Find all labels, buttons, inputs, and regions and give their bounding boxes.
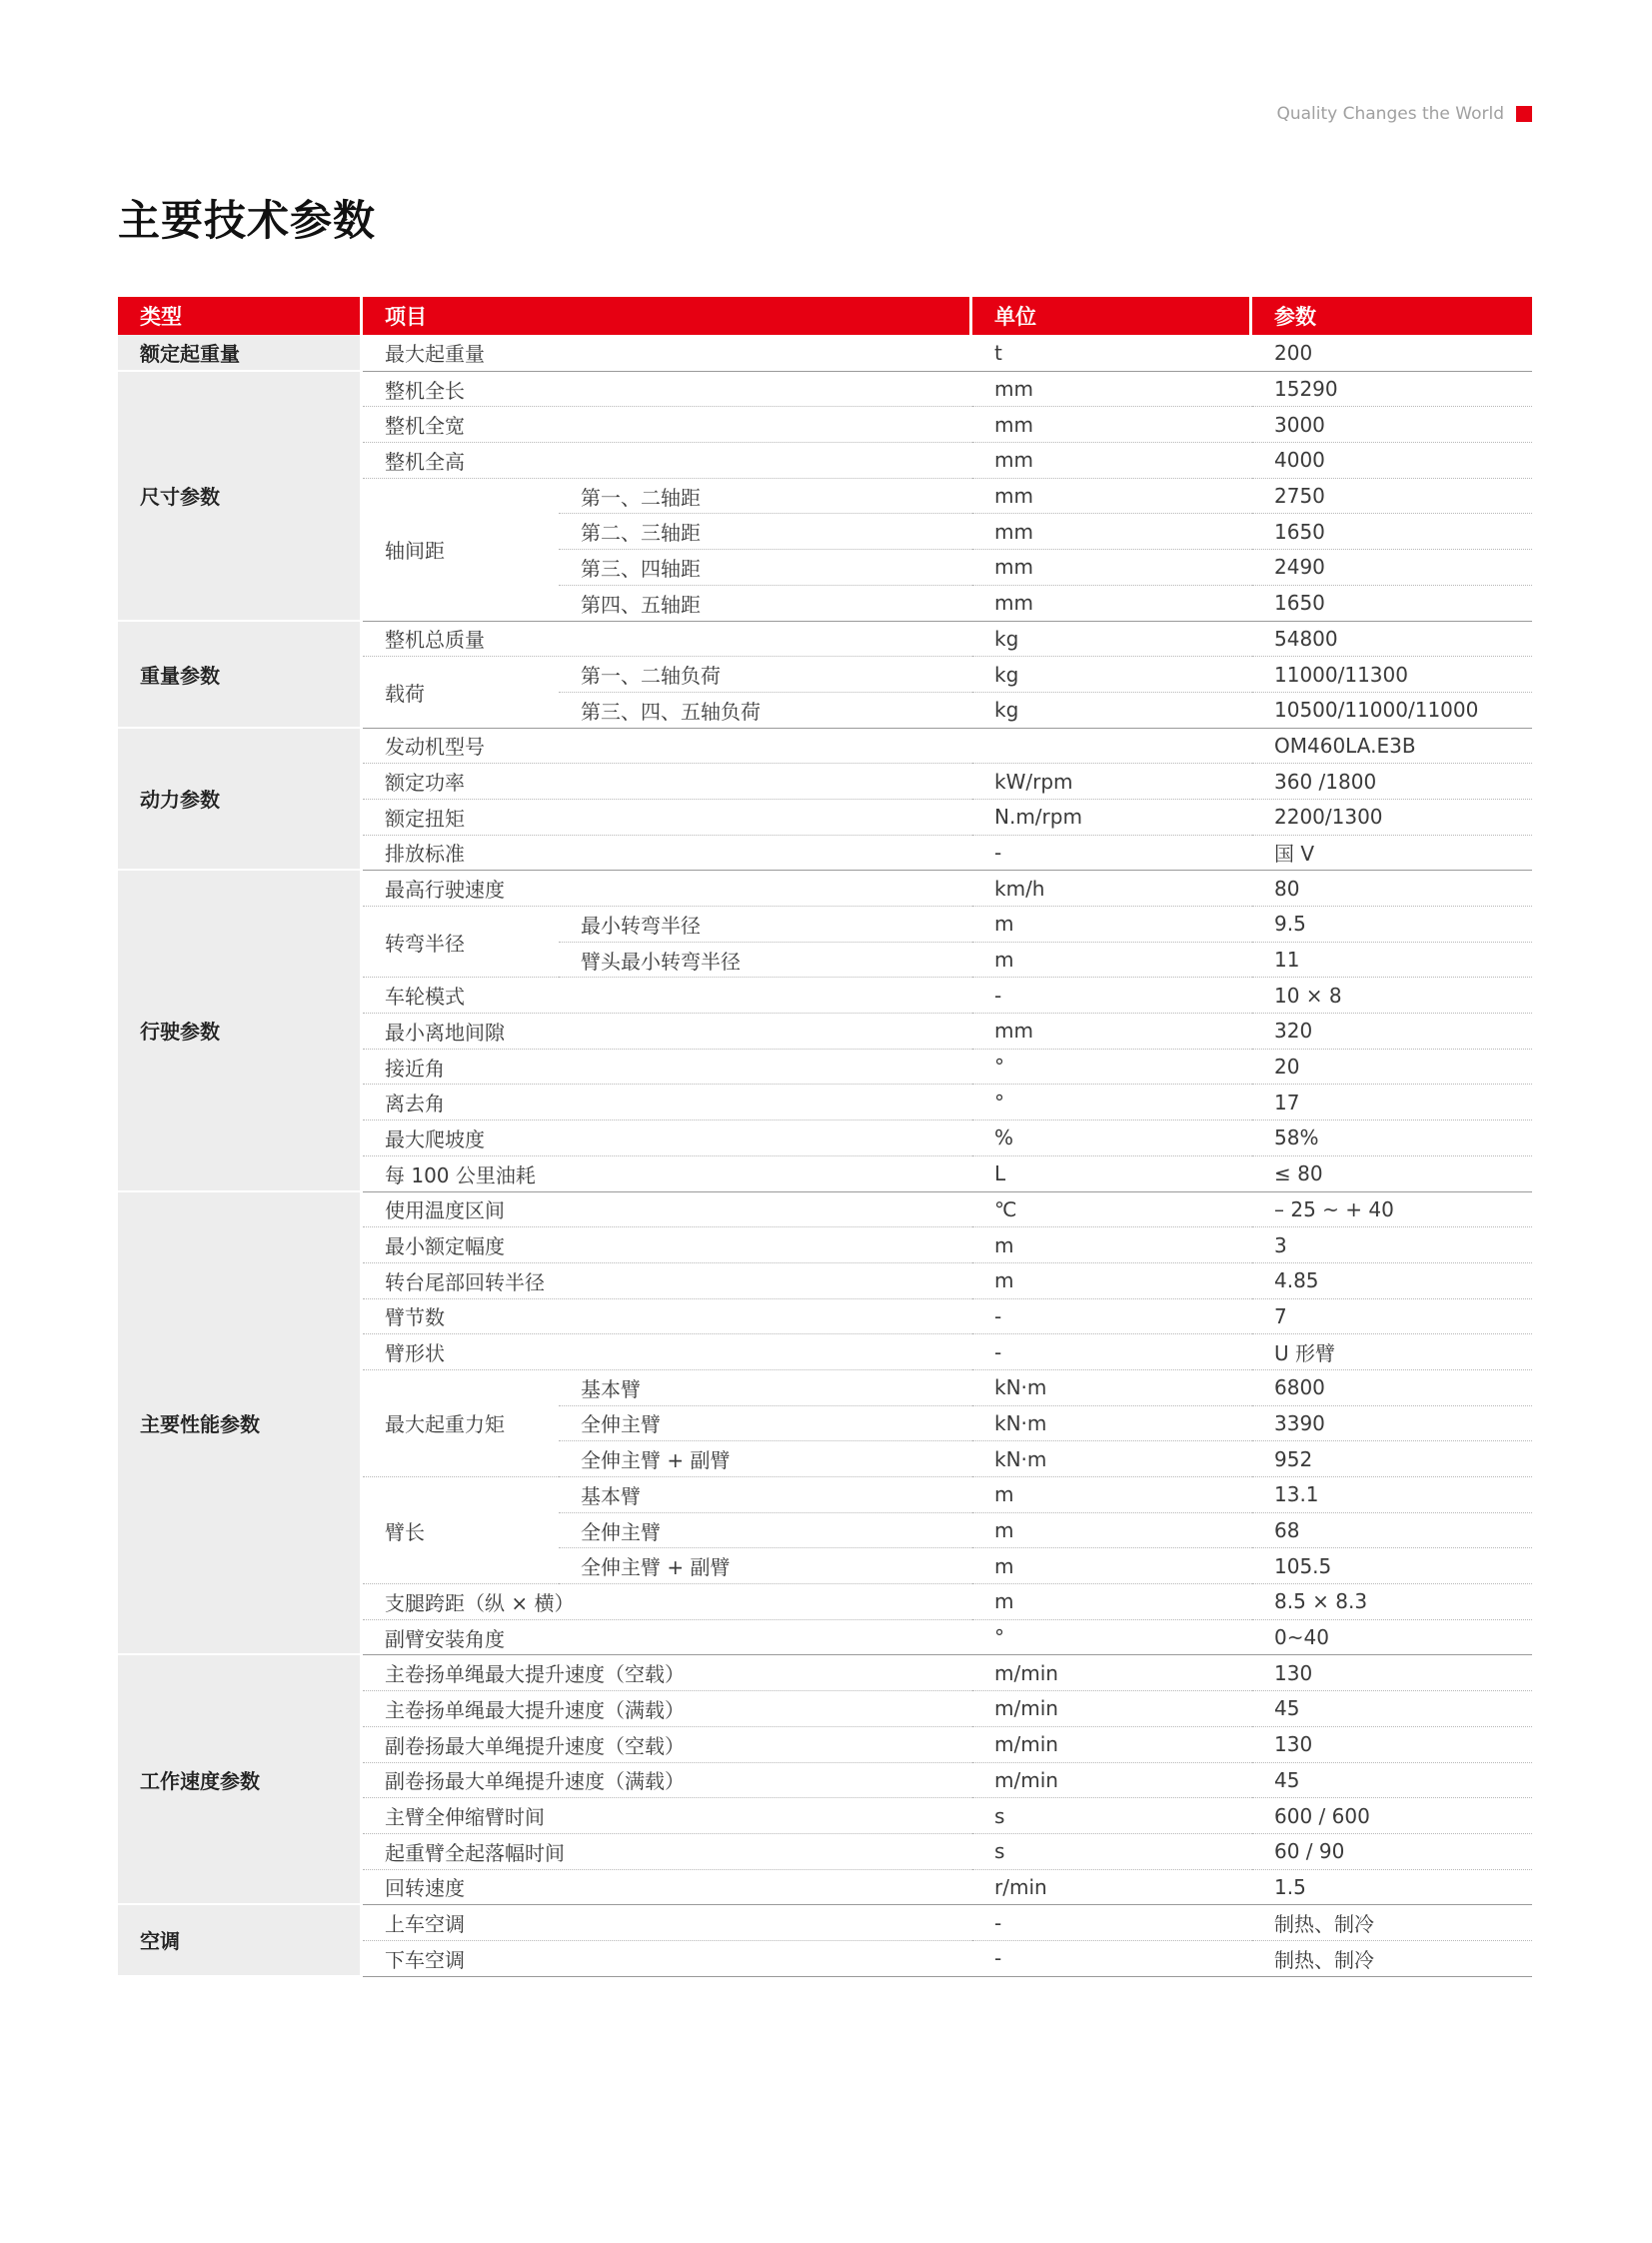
sub-item-cell: 全伸主臂 + 副臂 xyxy=(559,1441,972,1477)
item-cell: 主臂全伸缩臂时间 xyxy=(363,1798,972,1834)
unit-cell: m xyxy=(972,1263,1252,1299)
value-cell: 10500/11000/11000 xyxy=(1252,693,1532,729)
unit-cell: - xyxy=(972,1299,1252,1335)
sub-item-cell: 全伸主臂 + 副臂 xyxy=(559,1548,972,1584)
sub-item-cell: 全伸主臂 xyxy=(559,1406,972,1442)
unit-cell: % xyxy=(972,1121,1252,1156)
unit-cell: mm xyxy=(972,586,1252,622)
spec-table xyxy=(118,297,1532,1977)
value-cell: 国 V xyxy=(1252,836,1532,872)
value-cell: 4.85 xyxy=(1252,1263,1532,1299)
unit-cell: L xyxy=(972,1156,1252,1192)
table-row xyxy=(118,335,1532,372)
value-cell: 130 xyxy=(1252,1655,1532,1691)
item-cell: 离去角 xyxy=(363,1085,972,1121)
value-cell: U 形臂 xyxy=(1252,1334,1532,1370)
category-cell: 额定起重量 xyxy=(118,335,363,372)
value-cell: 1.5 xyxy=(1252,1870,1532,1906)
value-cell: 9.5 xyxy=(1252,907,1532,943)
item-cell: 使用温度区间 xyxy=(363,1192,972,1228)
item-cell: 最小额定幅度 xyxy=(363,1227,972,1263)
unit-cell: m/min xyxy=(972,1727,1252,1763)
sub-item-cell: 基本臂 xyxy=(559,1477,972,1513)
value-cell: 7 xyxy=(1252,1299,1532,1335)
item-cell: 发动机型号 xyxy=(363,729,972,765)
item-cell: 回转速度 xyxy=(363,1870,972,1906)
item-cell: 额定扭矩 xyxy=(363,800,972,836)
table-body xyxy=(118,335,1532,1977)
sub-item-cell: 全伸主臂 xyxy=(559,1513,972,1549)
unit-cell: m xyxy=(972,1227,1252,1263)
item-cell: 接近角 xyxy=(363,1050,972,1086)
value-cell: 11000/11300 xyxy=(1252,657,1532,693)
item-cell: 排放标准 xyxy=(363,836,972,872)
sub-item-cell: 第三、四、五轴负荷 xyxy=(559,693,972,729)
item-cell: 每 100 公里油耗 xyxy=(363,1156,972,1192)
table-row xyxy=(118,871,1532,907)
item-cell: 起重臂全起落幅时间 xyxy=(363,1834,972,1870)
unit-cell: m xyxy=(972,1477,1252,1513)
unit-cell: kN·m xyxy=(972,1406,1252,1442)
table-row xyxy=(118,1655,1532,1691)
item-cell: 整机总质量 xyxy=(363,622,972,658)
sub-item-cell: 基本臂 xyxy=(559,1370,972,1406)
table-row xyxy=(118,1192,1532,1228)
unit-cell: m xyxy=(972,907,1252,943)
unit-cell: r/min xyxy=(972,1870,1252,1906)
unit-cell: kg xyxy=(972,657,1252,693)
unit-cell: ° xyxy=(972,1620,1252,1656)
value-cell: 1650 xyxy=(1252,514,1532,550)
value-cell: 20 xyxy=(1252,1050,1532,1086)
unit-cell: ° xyxy=(972,1050,1252,1086)
table-row xyxy=(118,729,1532,765)
unit-cell: mm xyxy=(972,550,1252,586)
item-cell: 最大爬坡度 xyxy=(363,1121,972,1156)
unit-cell: ℃ xyxy=(972,1192,1252,1228)
unit-cell: s xyxy=(972,1834,1252,1870)
value-cell: 8.5 × 8.3 xyxy=(1252,1584,1532,1620)
item-cell: 主卷扬单绳最大提升速度（满载） xyxy=(363,1691,972,1727)
category-cell: 动力参数 xyxy=(118,729,363,872)
value-cell: ≤ 80 xyxy=(1252,1156,1532,1192)
unit-cell: kN·m xyxy=(972,1441,1252,1477)
unit-cell: km/h xyxy=(972,871,1252,907)
unit-cell: m xyxy=(972,943,1252,979)
unit-cell: mm xyxy=(972,372,1252,408)
unit-cell: m/min xyxy=(972,1763,1252,1799)
value-cell: 15290 xyxy=(1252,372,1532,408)
item-cell: 整机全宽 xyxy=(363,407,972,443)
item-cell: 下车空调 xyxy=(363,1941,972,1977)
unit-cell: s xyxy=(972,1798,1252,1834)
unit-cell xyxy=(972,729,1252,765)
column-header-category: 类型 xyxy=(118,297,363,335)
value-cell: 6800 xyxy=(1252,1370,1532,1406)
sub-item-cell: 最小转弯半径 xyxy=(559,907,972,943)
column-header-unit: 单位 xyxy=(972,297,1252,335)
category-cell: 空调 xyxy=(118,1905,363,1976)
column-header-item: 项目 xyxy=(363,297,972,335)
item-cell: 主卷扬单绳最大提升速度（空载） xyxy=(363,1655,972,1691)
value-cell: 200 xyxy=(1252,335,1532,372)
value-cell: 360 /1800 xyxy=(1252,764,1532,800)
unit-cell: mm xyxy=(972,514,1252,550)
item-cell: 载荷 xyxy=(363,657,559,728)
item-cell: 轴间距 xyxy=(363,479,559,622)
item-cell: 转弯半径 xyxy=(363,907,559,978)
value-cell: 80 xyxy=(1252,871,1532,907)
item-cell: 整机全高 xyxy=(363,443,972,479)
page-title: 主要技术参数 xyxy=(118,196,377,245)
value-cell: 2750 xyxy=(1252,479,1532,515)
category-cell: 主要性能参数 xyxy=(118,1192,363,1656)
unit-cell: mm xyxy=(972,443,1252,479)
unit-cell: m/min xyxy=(972,1691,1252,1727)
unit-cell: t xyxy=(972,335,1252,372)
value-cell: 11 xyxy=(1252,943,1532,979)
item-cell: 整机全长 xyxy=(363,372,972,408)
value-cell: 68 xyxy=(1252,1513,1532,1549)
value-cell: 45 xyxy=(1252,1763,1532,1799)
value-cell: 制热、制冷 xyxy=(1252,1905,1532,1941)
unit-cell: ° xyxy=(972,1085,1252,1121)
unit-cell: mm xyxy=(972,479,1252,515)
value-cell: 130 xyxy=(1252,1727,1532,1763)
category-cell: 尺寸参数 xyxy=(118,372,363,622)
value-cell: 952 xyxy=(1252,1441,1532,1477)
unit-cell: m xyxy=(972,1584,1252,1620)
value-cell: 4000 xyxy=(1252,443,1532,479)
item-cell: 臂节数 xyxy=(363,1299,972,1335)
unit-cell: N.m/rpm xyxy=(972,800,1252,836)
item-cell: 臂长 xyxy=(363,1477,559,1584)
sub-item-cell: 第一、二轴负荷 xyxy=(559,657,972,693)
value-cell: OM460LA.E3B xyxy=(1252,729,1532,765)
category-cell: 工作速度参数 xyxy=(118,1655,363,1905)
item-cell: 转台尾部回转半径 xyxy=(363,1263,972,1299)
unit-cell: - xyxy=(972,1905,1252,1941)
sub-item-cell: 第三、四轴距 xyxy=(559,550,972,586)
item-cell: 最小离地间隙 xyxy=(363,1014,972,1050)
item-cell: 副卷扬最大单绳提升速度（空载） xyxy=(363,1727,972,1763)
value-cell: 58% xyxy=(1252,1121,1532,1156)
value-cell: 制热、制冷 xyxy=(1252,1941,1532,1977)
red-square-icon xyxy=(1516,106,1532,122)
unit-cell: kg xyxy=(972,622,1252,658)
unit-cell: m xyxy=(972,1548,1252,1584)
sub-item-cell: 臂头最小转弯半径 xyxy=(559,943,972,979)
value-cell: 13.1 xyxy=(1252,1477,1532,1513)
unit-cell: - xyxy=(972,1941,1252,1977)
value-cell: 3000 xyxy=(1252,407,1532,443)
item-cell: 上车空调 xyxy=(363,1905,972,1941)
item-cell: 支腿跨距（纵 × 横） xyxy=(363,1584,972,1620)
item-cell: 最大起重量 xyxy=(363,335,972,372)
value-cell: – 25 ~ + 40 xyxy=(1252,1192,1532,1228)
unit-cell: mm xyxy=(972,1014,1252,1050)
unit-cell: m/min xyxy=(972,1655,1252,1691)
unit-cell: - xyxy=(972,978,1252,1014)
category-cell: 重量参数 xyxy=(118,622,363,729)
unit-cell: kg xyxy=(972,693,1252,729)
table-row xyxy=(118,1905,1532,1941)
value-cell: 0~40 xyxy=(1252,1620,1532,1656)
tagline xyxy=(1276,104,1532,124)
unit-cell: m xyxy=(972,1513,1252,1549)
tagline-text: Quality Changes the World xyxy=(1276,104,1504,124)
sub-item-cell: 第四、五轴距 xyxy=(559,586,972,622)
column-header-value: 参数 xyxy=(1252,297,1532,335)
value-cell: 45 xyxy=(1252,1691,1532,1727)
value-cell: 600 / 600 xyxy=(1252,1798,1532,1834)
category-cell: 行驶参数 xyxy=(118,871,363,1191)
value-cell: 1650 xyxy=(1252,586,1532,622)
item-cell: 车轮模式 xyxy=(363,978,972,1014)
unit-cell: - xyxy=(972,836,1252,872)
value-cell: 3390 xyxy=(1252,1406,1532,1442)
value-cell: 60 / 90 xyxy=(1252,1834,1532,1870)
value-cell: 3 xyxy=(1252,1227,1532,1263)
unit-cell: - xyxy=(972,1334,1252,1370)
sub-item-cell: 第一、二轴距 xyxy=(559,479,972,515)
item-cell: 额定功率 xyxy=(363,764,972,800)
unit-cell: mm xyxy=(972,407,1252,443)
unit-cell: kW/rpm xyxy=(972,764,1252,800)
value-cell: 2200/1300 xyxy=(1252,800,1532,836)
table-header-row xyxy=(118,297,1532,335)
value-cell: 54800 xyxy=(1252,622,1532,658)
value-cell: 2490 xyxy=(1252,550,1532,586)
sub-item-cell: 第二、三轴距 xyxy=(559,514,972,550)
value-cell: 10 × 8 xyxy=(1252,978,1532,1014)
table-row xyxy=(118,622,1532,658)
unit-cell: kN·m xyxy=(972,1370,1252,1406)
item-cell: 最大起重力矩 xyxy=(363,1370,559,1477)
value-cell: 17 xyxy=(1252,1085,1532,1121)
item-cell: 最高行驶速度 xyxy=(363,871,972,907)
item-cell: 副臂安装角度 xyxy=(363,1620,972,1656)
item-cell: 臂形状 xyxy=(363,1334,972,1370)
value-cell: 105.5 xyxy=(1252,1548,1532,1584)
table-row xyxy=(118,372,1532,408)
item-cell: 副卷扬最大单绳提升速度（满载） xyxy=(363,1763,972,1799)
value-cell: 320 xyxy=(1252,1014,1532,1050)
